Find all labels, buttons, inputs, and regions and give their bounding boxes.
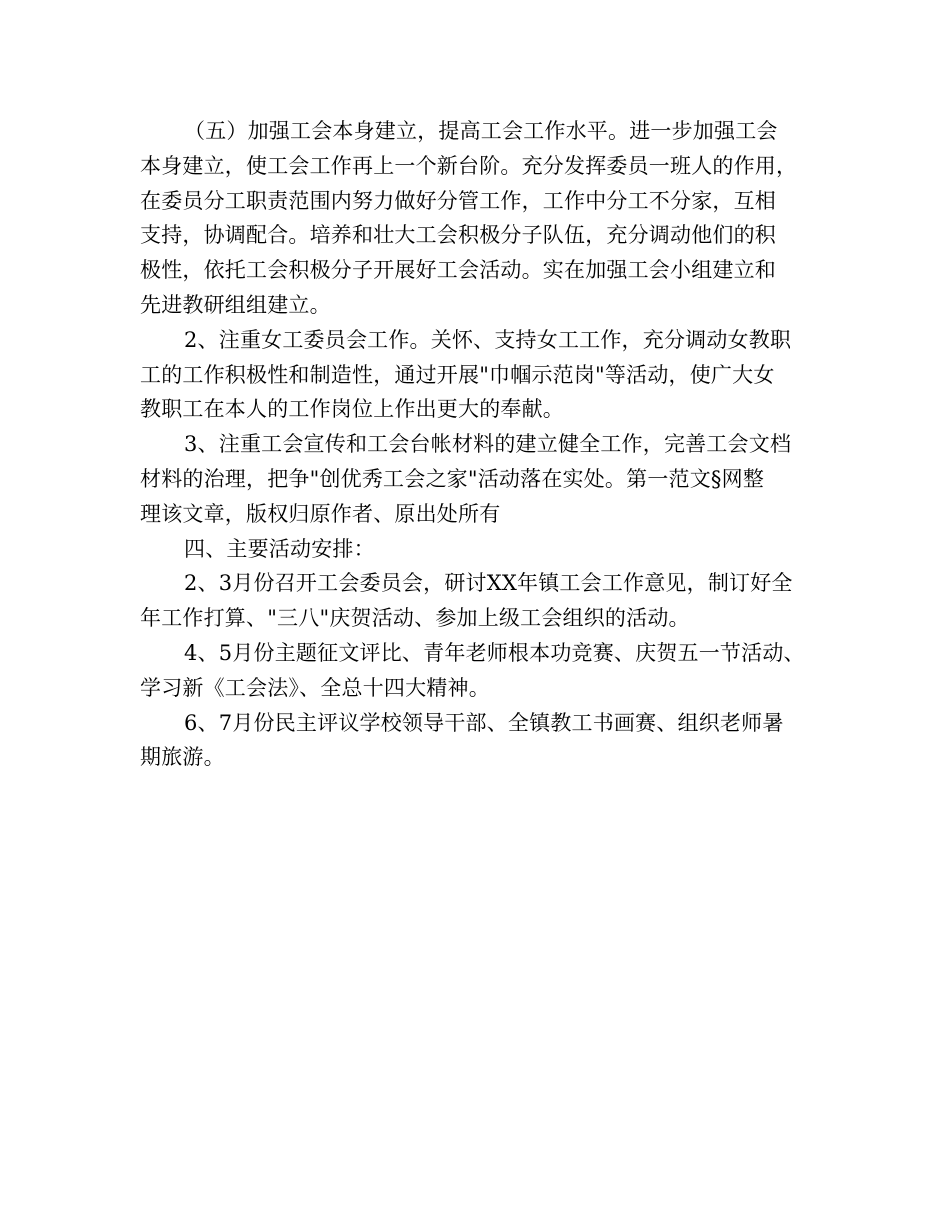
- activity-jun-jul-line-1: 6、7月份民主评议学校领导干部、全镇教工书画赛、组织老师暑: [184, 710, 784, 735]
- activity-apr-may-line-1: 4、5月份主题征文评比、青年老师根本功竞赛、庆贺五一节活动、: [184, 640, 805, 665]
- paragraph-5-line-3: 在委员分工职责范围内努力做好分管工作，工作中分工不分家，互相: [140, 188, 776, 213]
- activity-jun-jul-line-2: 期旅游。: [140, 745, 225, 770]
- paragraph-5-line-5: 极性，依托工会积极分子开展好工会活动。实在加强工会小组建立和: [140, 258, 776, 283]
- paragraph-2-line-1: 2、注重女工委员会工作。关怀、支持女工工作，充分调动女教职: [184, 327, 792, 352]
- paragraph-5-line-6: 先进教研组组建立。: [140, 292, 331, 317]
- paragraph-2-line-2: 工的工作积极性和制造性，通过开展"巾帼示范岗"等活动，使广大女: [140, 362, 775, 387]
- section-heading-activities: 四、主要活动安排：: [184, 536, 375, 561]
- paragraph-5-line-2: 本身建立，使工会工作再上一个新台阶。充分发挥委员一班人的作用，: [140, 153, 798, 178]
- document-body: [140, 114, 820, 775]
- paragraph-3-line-1: 3、注重工会宣传和工会台帐材料的建立健全工作，完善工会文档: [184, 432, 792, 457]
- paragraph-3-line-3: 理该文章，版权归原作者、原出处所有: [140, 501, 501, 526]
- paragraph-3-line-2: 材料的治理，把争"创优秀工会之家"活动落在实处。第一范文§网整: [140, 466, 765, 491]
- paragraph-2-line-3: 教职工在本人的工作岗位上作出更大的奉献。: [140, 397, 564, 422]
- activity-feb-mar-line-2: 年工作打算、"三八"庆贺活动、参加上级工会组织的活动。: [140, 606, 690, 631]
- paragraph-5-line-1: （五）加强工会本身建立，提高工会工作水平。进一步加强工会: [184, 119, 778, 143]
- paragraph-5-line-4: 支持，协调配合。培养和壮大工会积极分子队伍，充分调动他们的积: [140, 223, 776, 248]
- activity-apr-may-line-2: 学习新《工会法》、全总十四大精神。: [140, 675, 490, 700]
- activity-feb-mar-line-1: 2、3月份召开工会委员会，研讨XX年镇工会工作意见，制订好全: [184, 571, 793, 596]
